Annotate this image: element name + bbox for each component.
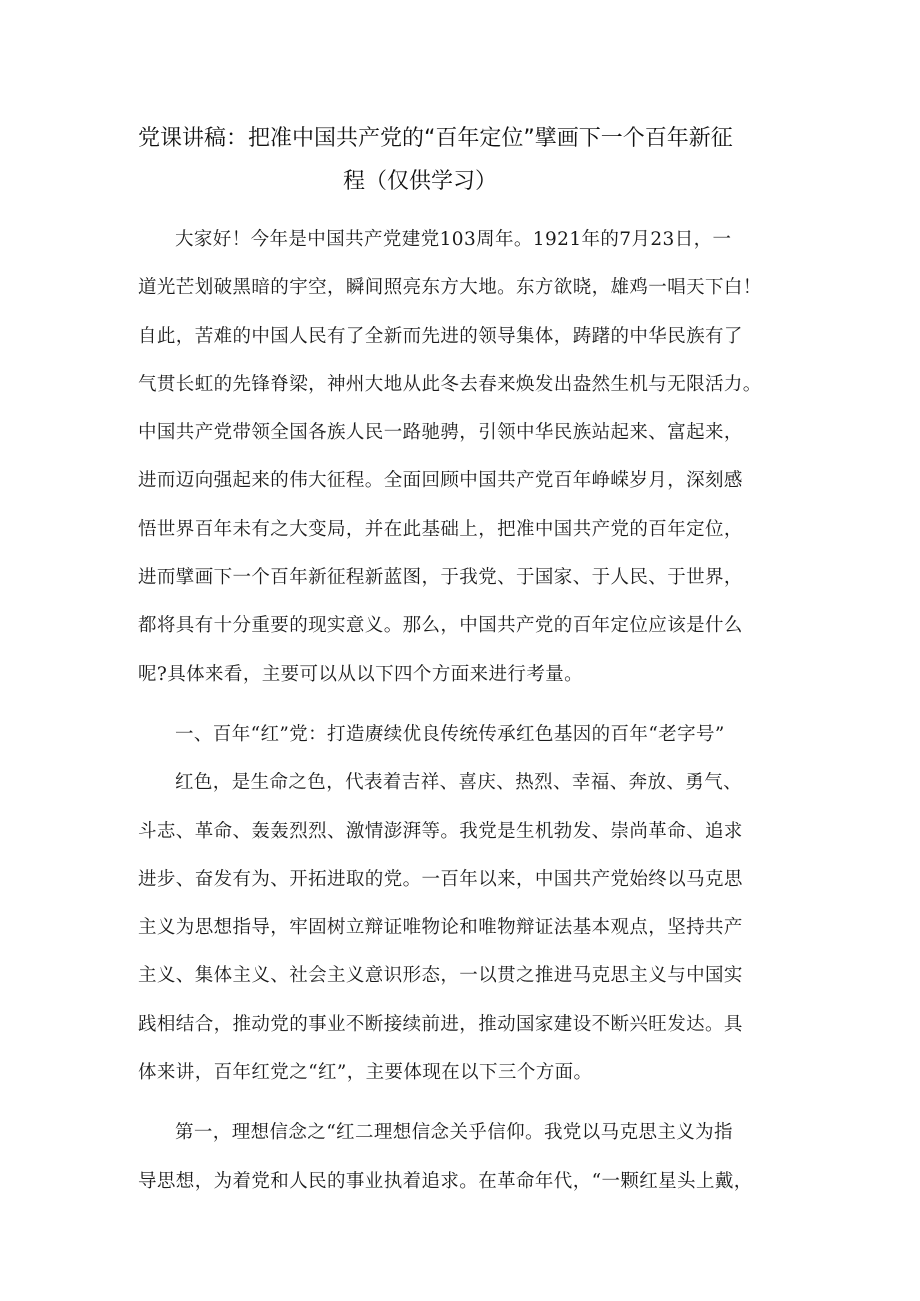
text-line: 体来讲，百年红党之“红”，主要体现在以下三个方面。 (138, 1062, 593, 1084)
text-line: 斗志、革命、轰轰烈烈、激情澎湃等。我党是生机勃发、崇尚革命、追求 (138, 820, 743, 842)
title-line-1: 党课讲稿：把准中国共产党的“百年定位”擘画下一个百年新征 (138, 126, 733, 151)
document-body (138, 216, 788, 1206)
text-line: 主义为思想指导，牢固树立辩证唯物论和唯物辩证法基本观点，坚持共产 (138, 917, 743, 939)
text-line: 道光芒划破黑暗的宇空，瞬间照亮东方大地。东方欲晓，雄鸡一唱天下白！ (138, 277, 762, 299)
paragraph-gap (138, 1097, 788, 1109)
text-line: 导思想，为着党和人民的事业执着追求。在革命年代，“一颗红星头上戴， (138, 1170, 753, 1192)
document-title (138, 117, 788, 203)
text-line: 都将具有十分重要的现实意义。那么，中国共产党的百年定位应该是什么 (138, 615, 743, 637)
text-line: 践相结合，推动党的事业不断接续前进，推动国家建设不断兴旺发达。具 (138, 1013, 743, 1035)
text-line: 呢?具体来看，主要可以从以下四个方面来进行考量。 (138, 663, 584, 685)
intro-paragraph (138, 216, 788, 699)
heading-line: 一、百年“红”党：打造赓续优良传统传承红色基因的百年“老字号” (175, 723, 725, 745)
text-line: 气贯长虹的先锋脊梁，神州大地从此冬去春来焕发出盎然生机与无限活力。 (138, 373, 762, 395)
text-line: 主义、集体主义、社会主义意识形态，一以贯之推进马克思主义与中国实 (138, 965, 743, 987)
body-paragraph (138, 1109, 788, 1206)
text-line: 进而迈向强起来的伟大征程。全面回顾中国共产党百年峥嵘岁月，深刻感 (138, 470, 743, 492)
paragraph-gap (138, 699, 788, 711)
text-line: 红色，是生命之色，代表着吉祥、喜庆、热烈、幸福、奔放、勇气、 (175, 772, 743, 794)
body-paragraph (138, 759, 788, 1097)
text-line: 悟世界百年未有之大变局，并在此基础上，把准中国共产党的百年定位， (138, 518, 743, 540)
text-line: 自此，苦难的中国人民有了全新而先进的领导集体，踌躇的中华民族有了 (138, 325, 743, 347)
text-line: 进而擘画下一个百年新征程新蓝图，于我党、于国家、于人民、于世界， (138, 567, 743, 589)
section-heading (138, 711, 788, 759)
text-line: 中国共产党带领全国各族人民一路驰骋，引领中华民族站起来、富起来， (138, 422, 743, 444)
text-line: 第一，理想信念之“红二理想信念关乎信仰。我党以马克思主义为指 (175, 1122, 733, 1144)
text-line: 进步、奋发有为、开拓进取的党。一百年以来，中国共产党始终以马克思 (138, 868, 743, 890)
title-line-2: 程（仅供学习） (343, 169, 498, 194)
text-line: 大家好！今年是中国共产党建党103周年。1921年的7月23日，一 (175, 229, 732, 250)
